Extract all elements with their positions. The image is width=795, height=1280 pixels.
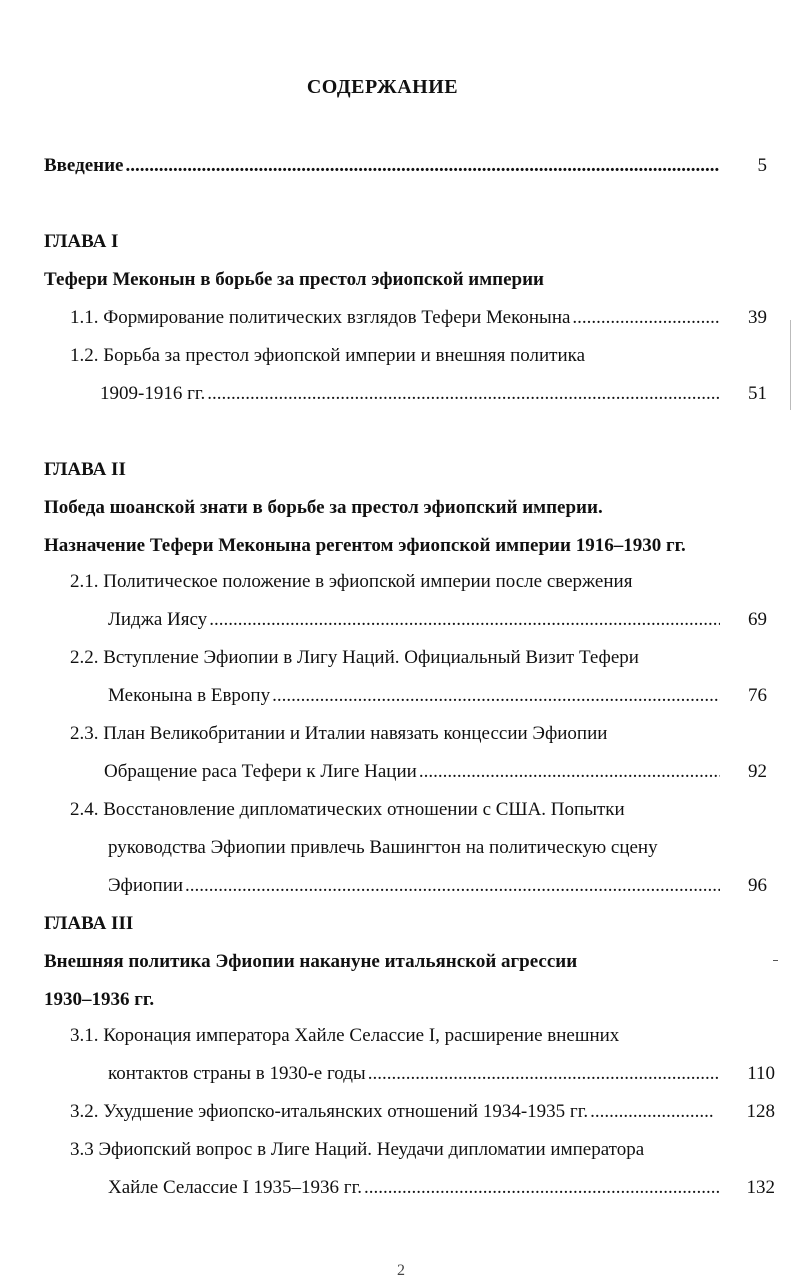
page-number: 128 (746, 1101, 775, 1122)
chapter-heading: ГЛАВА I (44, 231, 119, 252)
toc-entry-2-4[interactable] (108, 874, 720, 898)
chapter-heading: ГЛАВА II (44, 459, 126, 480)
toc-entry-label: 1.1. Формирование политических взглядов Тефери Меконына (70, 307, 571, 328)
chapter-title: Внешняя политика Эфиопии накануне итальянской агрессии (44, 951, 578, 972)
toc-entry-label: Меконына в Европу (108, 685, 271, 706)
chapter-title: Назначение Тефери Меконына регентом эфиопской империи 1916–1930 гг. (44, 535, 686, 556)
chapter-title: 1930–1936 гг. (44, 989, 155, 1010)
page-number: 51 (748, 383, 767, 404)
toc-entry-2-1[interactable] (108, 608, 720, 632)
page-number: 76 (748, 685, 767, 706)
toc-entry-1-2-line1[interactable]: 1.2. Борьба за престол эфиопской империи и внешняя политика (70, 345, 586, 366)
dot-leader (364, 1176, 720, 1200)
scan-mark (773, 960, 778, 961)
dot-leader (272, 684, 720, 708)
dot-leader (368, 1062, 720, 1086)
chapter-title: Победа шоанской знати в борьбе за престол эфиопский империи. (44, 497, 603, 518)
toc-entry-label: 3.2. Ухудшение эфиопско-итальянских отношений 1934-1935 гг. (70, 1101, 589, 1122)
toc-entry-3-3-line1[interactable]: 3.3 Эфиопский вопрос в Лиге Наций. Неудачи дипломатии императора (70, 1139, 645, 1160)
toc-entry-label: Эфиопии (108, 875, 184, 896)
dot-leader (185, 874, 720, 898)
toc-title: СОДЕРЖАНИЕ (306, 76, 459, 98)
dot-leader (419, 760, 720, 784)
dot-leader (209, 608, 720, 632)
page-number: 96 (748, 875, 767, 896)
toc-entry-2-4-line1[interactable]: 2.4. Восстановление дипломатических отношении с США. Попытки (70, 799, 625, 820)
toc-entry-2-3[interactable] (104, 760, 720, 784)
toc-entry-label: контактов страны в 1930-е годы (108, 1063, 366, 1084)
toc-entry-2-2[interactable] (108, 684, 720, 708)
page-number: 110 (747, 1063, 775, 1084)
chapter-title: Тефери Меконын в борьбе за престол эфиопской империи (44, 269, 544, 290)
toc-entry-label: Лиджа Иясу (108, 609, 208, 630)
page-number: 5 (757, 155, 767, 176)
toc-entry-3-1-line1[interactable]: 3.1. Коронация императора Хайле Селассие I, расширение внешних (70, 1025, 620, 1046)
dot-leader (590, 1100, 714, 1124)
scan-edge-line (790, 320, 791, 410)
dot-leader (126, 154, 721, 178)
toc-entry-2-3-line1[interactable]: 2.3. План Великобритании и Италии навязать концессии Эфиопии (70, 723, 608, 744)
toc-entry-label: Введение (44, 155, 124, 176)
toc-entry-1-2[interactable] (100, 382, 720, 406)
toc-entry-2-1-line1[interactable]: 2.1. Политическое положение в эфиопской империи после свержения (70, 571, 633, 592)
toc-entry-1-1[interactable] (70, 306, 720, 330)
toc-entry-3-3[interactable] (108, 1176, 720, 1200)
page-number: 132 (746, 1177, 775, 1198)
page-number: 92 (748, 761, 767, 782)
toc-entry-3-2[interactable] (70, 1100, 714, 1124)
footer-page-number: 2 (397, 1262, 405, 1279)
dot-leader (572, 306, 720, 330)
page-number: 39 (748, 307, 767, 328)
toc-entry-label: Хайле Селассие I 1935–1936 гг. (108, 1177, 362, 1198)
toc-entry-label: 1909-1916 гг. (100, 383, 206, 404)
toc-entry-intro[interactable] (44, 154, 720, 178)
toc-entry-3-1[interactable] (108, 1062, 720, 1086)
toc-entry-label: Обращение раса Тефери к Лиге Нации (104, 761, 417, 782)
chapter-heading: ГЛАВА III (44, 913, 134, 934)
dot-leader (207, 382, 720, 406)
page-number: 69 (748, 609, 767, 630)
toc-entry-2-2-line1[interactable]: 2.2. Вступление Эфиопии в Лигу Наций. Официальный Визит Тефери (70, 647, 639, 668)
toc-entry-2-4-line2[interactable]: руководства Эфиопии привлечь Вашингтон на политическую сцену (108, 837, 658, 858)
